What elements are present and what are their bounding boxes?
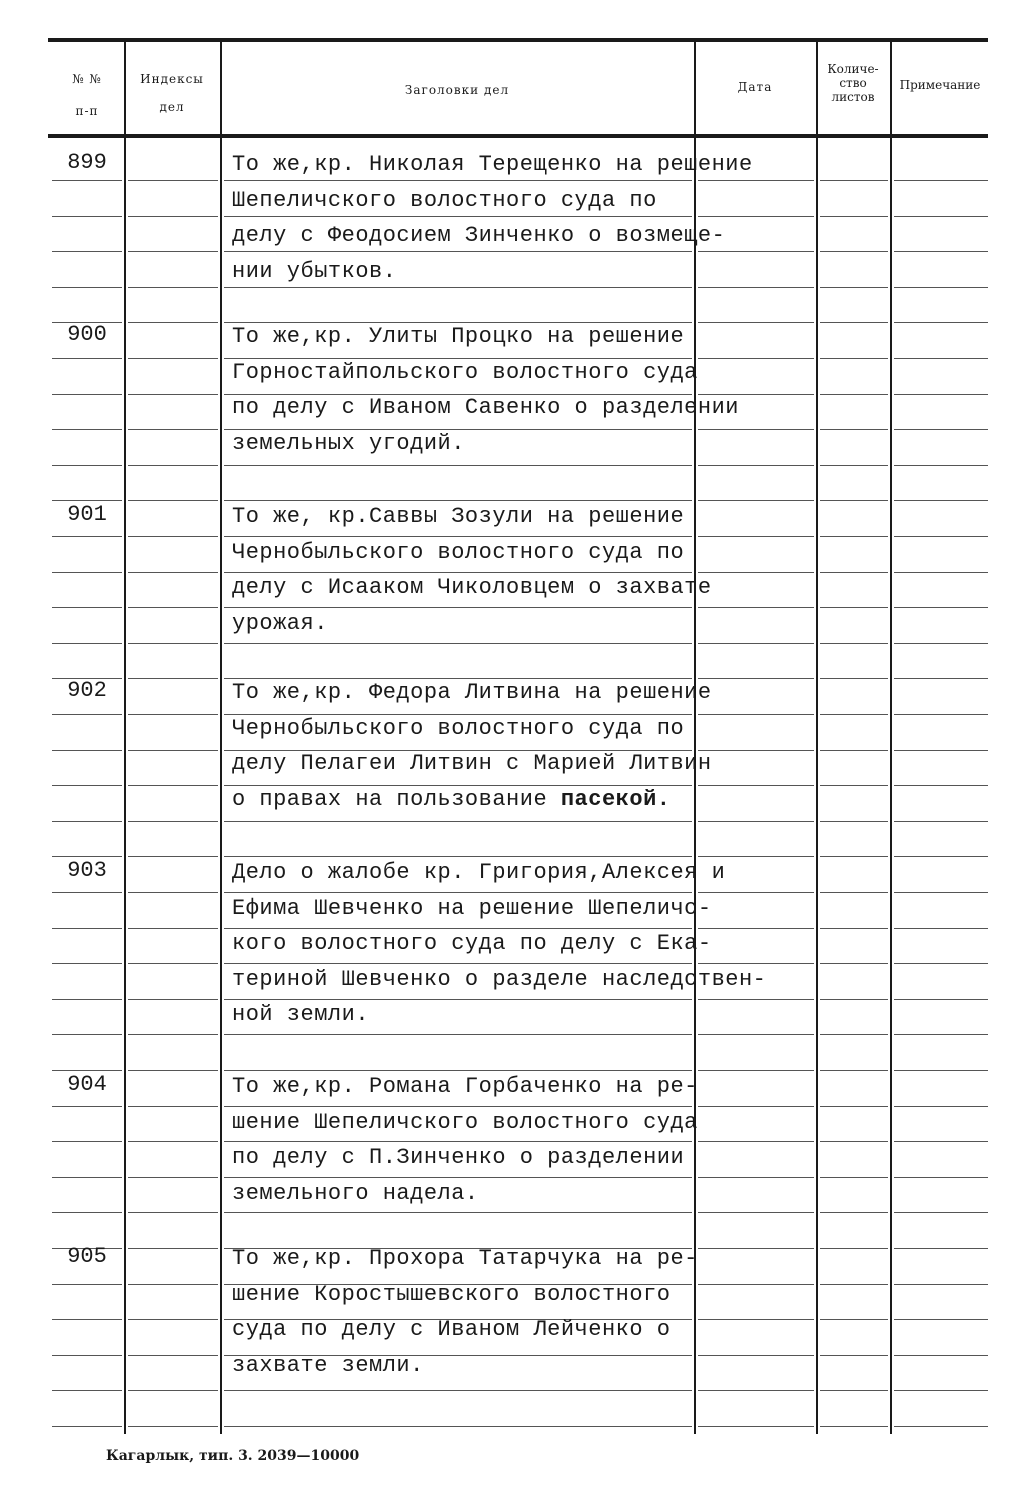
rule-line — [128, 287, 218, 288]
rule-line — [894, 856, 988, 857]
rule-line — [698, 287, 814, 288]
rule-line — [894, 714, 988, 715]
rule-line — [698, 999, 814, 1000]
rule-line — [894, 394, 988, 395]
entry-title-text: шение Шепеличского волостного суда — [232, 1109, 698, 1135]
rule-line — [894, 1034, 988, 1035]
rule-line — [52, 429, 122, 430]
rule-line — [894, 607, 988, 608]
rule-line — [894, 358, 988, 359]
entry-title-line — [232, 927, 712, 961]
entry-number: 903 — [67, 858, 107, 883]
entry-title-text: Горностайпольского волостного суда — [232, 359, 698, 385]
header-sheets-line2: ство — [839, 76, 867, 90]
rule-line — [820, 785, 888, 786]
rule-line — [820, 1034, 888, 1035]
entry-title-line — [232, 856, 725, 890]
rule-line — [52, 180, 122, 181]
entry-number: 899 — [67, 150, 107, 175]
entry-title-text: кого волостного суда по делу с Ека- — [232, 931, 712, 957]
header-sheets-line1: Количе- — [827, 62, 879, 76]
entry-title-line — [232, 500, 684, 534]
rule-line — [52, 750, 122, 751]
entry-title-text: То же,кр. Николая Терещенко на решение — [232, 152, 753, 177]
entry-title-line — [232, 1177, 479, 1211]
entry-title-text: по делу с Иваном Савенко о разделении — [232, 395, 739, 421]
rule-line — [52, 928, 122, 929]
rule-line — [128, 1284, 218, 1285]
rule-line — [820, 821, 888, 822]
rule-line — [894, 785, 988, 786]
header-sheets — [818, 62, 888, 104]
rule-line — [128, 856, 218, 857]
rule-line — [128, 572, 218, 573]
rule-line — [52, 1141, 122, 1142]
header-title: Заголовки дел — [404, 83, 510, 97]
entry-title-line — [232, 747, 712, 781]
rule-line — [894, 1355, 988, 1356]
entry-title-text: делу с Исааком Чиколовцем о захвате — [232, 575, 712, 601]
entry-title-text: териной Шевченко о разделе наследствен- — [232, 966, 767, 992]
rule-line — [894, 999, 988, 1000]
rule-line — [128, 999, 218, 1000]
rule-line — [820, 572, 888, 573]
entry-title-line — [232, 998, 369, 1032]
rule-line — [52, 1319, 122, 1320]
rule-line — [820, 358, 888, 359]
header-index — [126, 72, 218, 114]
rule-line — [128, 714, 218, 715]
rule-line — [698, 1106, 814, 1107]
rule-line — [52, 892, 122, 893]
rule-line — [820, 1319, 888, 1320]
rule-line — [698, 429, 814, 430]
rule-line — [128, 963, 218, 964]
rule-line — [128, 1070, 218, 1071]
rule-line — [52, 287, 122, 288]
rule-line — [128, 251, 218, 252]
rule-line — [698, 643, 814, 644]
rule-line — [52, 465, 122, 466]
rule-line — [128, 394, 218, 395]
rule-line — [224, 1426, 692, 1427]
entry-title-text: шение Коростышевского волостного — [232, 1281, 671, 1307]
rule-line — [128, 928, 218, 929]
entry-title-line — [232, 571, 712, 605]
rule-line — [894, 251, 988, 252]
rule-line — [128, 322, 218, 323]
rule-line — [820, 322, 888, 323]
rule-line — [894, 1390, 988, 1391]
rule-line — [52, 1390, 122, 1391]
rule-line — [698, 1319, 814, 1320]
entry-title-text: То же,кр. Прохора Татарчука на ре- — [232, 1246, 698, 1271]
entry-title-text: суда по делу с Иваном Лейченко о — [232, 1317, 671, 1343]
rule-line — [698, 358, 814, 359]
header-number-line1: № № — [72, 72, 102, 86]
rule-line — [894, 1070, 988, 1071]
rule-line — [128, 821, 218, 822]
rule-line — [820, 251, 888, 252]
rule-line — [820, 1426, 888, 1427]
rule-line — [820, 394, 888, 395]
rule-line — [128, 1355, 218, 1356]
rule-line — [698, 1284, 814, 1285]
rule-line — [820, 536, 888, 537]
rule-line — [128, 678, 218, 679]
rule-line — [128, 358, 218, 359]
entry-title-line — [232, 1070, 698, 1104]
rule-line — [128, 607, 218, 608]
rule-line — [894, 536, 988, 537]
rule-line — [698, 1426, 814, 1427]
entry-title-text: Шепеличского волостного суда по — [232, 187, 657, 213]
rule-line — [52, 1070, 122, 1071]
rule-line — [820, 643, 888, 644]
rule-line — [698, 785, 814, 786]
rule-line — [894, 1426, 988, 1427]
entry-title-line — [232, 1106, 698, 1140]
rule-line — [698, 1177, 814, 1178]
entry-title-line — [232, 892, 712, 926]
entry-title-text: То же,кр. Романа Горбаченко на ре- — [232, 1074, 698, 1099]
entry-number: 904 — [67, 1072, 107, 1097]
rule-line — [52, 1212, 122, 1213]
header-top-rule — [48, 38, 988, 42]
header-date: Дата — [737, 80, 773, 94]
entry-title-text: ной земли. — [232, 1002, 370, 1028]
rule-line — [894, 572, 988, 573]
rule-line — [128, 643, 218, 644]
rule-line — [128, 750, 218, 751]
entry-title-line — [232, 1141, 684, 1175]
rule-line — [820, 928, 888, 929]
header-index-line1: Индексы — [140, 72, 204, 86]
rule-line — [128, 1177, 218, 1178]
header-sheets-line3: листов — [831, 90, 875, 104]
rule-line — [128, 1141, 218, 1142]
rule-line — [698, 1248, 814, 1249]
rule-line — [698, 1390, 814, 1391]
entry-title-text: урожая. — [232, 610, 328, 636]
entry-title-line — [232, 783, 670, 817]
rule-line — [894, 1177, 988, 1178]
rule-line — [52, 821, 122, 822]
rule-line — [128, 1426, 218, 1427]
rule-line — [820, 1355, 888, 1356]
rule-line — [128, 429, 218, 430]
rule-line — [52, 572, 122, 573]
rule-line — [820, 1070, 888, 1071]
col-divider-note — [890, 42, 892, 1434]
rule-line — [128, 1106, 218, 1107]
rule-line — [698, 500, 814, 501]
rule-line — [894, 1106, 988, 1107]
col-divider-title — [220, 42, 222, 1434]
rule-line — [52, 1034, 122, 1035]
rule-line — [698, 928, 814, 929]
rule-line — [698, 572, 814, 573]
rule-line — [52, 1177, 122, 1178]
entry-title-text: делу с Феодосием Зинченко о возмеще- — [232, 223, 726, 249]
rule-line — [52, 1284, 122, 1285]
rule-line — [820, 1248, 888, 1249]
rule-line — [128, 785, 218, 786]
entry-title-line — [232, 607, 328, 641]
rule-line — [894, 1248, 988, 1249]
entry-title-line — [232, 1278, 670, 1312]
rule-line — [894, 180, 988, 181]
rule-line — [52, 251, 122, 252]
entry-title-text: Чернобыльского волостного суда по — [232, 539, 685, 565]
rule-line — [224, 821, 692, 822]
rule-line — [698, 1070, 814, 1071]
rule-line — [128, 180, 218, 181]
rule-line — [820, 465, 888, 466]
rule-line — [52, 1426, 122, 1427]
rule-line — [820, 714, 888, 715]
rule-line — [52, 536, 122, 537]
header-index-line2: дел — [159, 100, 185, 114]
rule-line — [128, 1034, 218, 1035]
rule-line — [52, 500, 122, 501]
entry-title-line — [232, 427, 465, 461]
entry-title-line — [232, 536, 684, 570]
entry-title-line — [232, 391, 739, 425]
entry-title-bold: пасекой. — [547, 786, 671, 812]
header-number — [52, 72, 122, 118]
entry-title-line — [232, 320, 684, 354]
rule-line — [698, 607, 814, 608]
rule-line — [128, 1319, 218, 1320]
entry-title-line — [232, 676, 712, 710]
rule-line — [52, 216, 122, 217]
col-divider-index — [124, 42, 126, 1434]
rule-line — [820, 1284, 888, 1285]
entry-title-line — [232, 255, 396, 289]
entry-number: 901 — [67, 502, 107, 527]
rule-line — [820, 607, 888, 608]
header-bottom-rule — [48, 134, 988, 138]
rule-line — [128, 892, 218, 893]
rule-line — [820, 750, 888, 751]
col-divider-sheets — [816, 42, 818, 1434]
rule-line — [894, 1212, 988, 1213]
header-number-line2: п-п — [75, 104, 99, 118]
rule-line — [128, 216, 218, 217]
entry-title-text: То же,кр. Федора Литвина на решение — [232, 680, 712, 705]
rule-line — [52, 999, 122, 1000]
rule-line — [52, 856, 122, 857]
entry-title-text: по делу с П.Зинченко о разделении — [232, 1145, 685, 1171]
rule-line — [698, 1212, 814, 1213]
entry-title-text: Ефима Шевченко на решение Шепеличс- — [232, 895, 712, 921]
rule-line — [820, 216, 888, 217]
entry-title-line — [232, 148, 753, 182]
entry-title-line — [232, 219, 725, 253]
rule-line — [698, 1034, 814, 1035]
entry-title-text: То же, кр.Саввы Зозули на решение — [232, 504, 685, 529]
rule-line — [224, 465, 692, 466]
rule-line — [698, 1355, 814, 1356]
rule-line — [820, 1212, 888, 1213]
rule-line — [894, 963, 988, 964]
rule-line — [820, 1390, 888, 1391]
rule-line — [698, 821, 814, 822]
entry-title-line — [232, 1242, 698, 1276]
rule-line — [894, 750, 988, 751]
rule-line — [894, 892, 988, 893]
entry-number: 902 — [67, 678, 107, 703]
entry-title-text: делу Пелагеи Литвин с Марией Литвин — [232, 751, 712, 777]
rule-line — [52, 607, 122, 608]
rule-line — [820, 856, 888, 857]
rule-line — [224, 1390, 692, 1391]
entry-title-text: захвате земли. — [232, 1352, 424, 1378]
header-note: Примечание — [899, 78, 981, 92]
rule-line — [52, 358, 122, 359]
rule-line — [894, 465, 988, 466]
rule-line — [820, 963, 888, 964]
rule-line — [894, 678, 988, 679]
entry-title-line — [232, 1349, 424, 1383]
entry-title-text: нии убытков. — [232, 258, 397, 284]
rule-line — [820, 500, 888, 501]
rule-line — [52, 1106, 122, 1107]
rule-line — [894, 429, 988, 430]
entry-title-line — [232, 184, 657, 218]
rule-line — [224, 1034, 692, 1035]
entry-title-line — [232, 712, 684, 746]
rule-line — [698, 322, 814, 323]
rule-line — [820, 1177, 888, 1178]
rule-line — [894, 821, 988, 822]
rule-line — [698, 216, 814, 217]
rule-line — [52, 1355, 122, 1356]
rule-line — [698, 892, 814, 893]
rule-line — [894, 643, 988, 644]
rule-line — [224, 643, 692, 644]
rule-line — [894, 928, 988, 929]
rule-line — [128, 1390, 218, 1391]
rule-line — [820, 678, 888, 679]
entry-title-line — [232, 1313, 670, 1347]
rule-line — [128, 1248, 218, 1249]
entry-title-line — [232, 963, 766, 997]
rule-line — [894, 1141, 988, 1142]
rule-line — [820, 429, 888, 430]
entry-number: 900 — [67, 322, 107, 347]
entry-title-line — [232, 356, 698, 390]
rule-line — [820, 287, 888, 288]
entry-title-text: То же,кр. Улиты Процко на решение — [232, 324, 685, 349]
entry-number: 905 — [67, 1244, 107, 1269]
rule-line — [52, 785, 122, 786]
entry-title-text: Дело о жалобе кр. Григория,Алексея и — [232, 860, 726, 885]
rule-line — [224, 1212, 692, 1213]
rule-line — [894, 216, 988, 217]
entry-title-text: земельных угодий. — [232, 430, 465, 456]
rule-line — [128, 1212, 218, 1213]
rule-line — [820, 1141, 888, 1142]
entry-title-text: о правах на пользование — [232, 786, 548, 812]
rule-line — [820, 180, 888, 181]
rule-line — [128, 500, 218, 501]
rule-line — [698, 465, 814, 466]
entry-title-text: Чернобыльского волостного суда по — [232, 715, 685, 741]
rule-line — [698, 1141, 814, 1142]
rule-line — [894, 1319, 988, 1320]
rule-line — [698, 714, 814, 715]
rule-line — [820, 1106, 888, 1107]
printer-imprint: Кагарлык, тип. 3. 2039—10000 — [106, 1448, 360, 1464]
rule-line — [894, 1284, 988, 1285]
rule-line — [52, 963, 122, 964]
rule-line — [52, 714, 122, 715]
rule-line — [820, 892, 888, 893]
rule-line — [52, 394, 122, 395]
rule-line — [698, 750, 814, 751]
rule-line — [820, 999, 888, 1000]
rule-line — [698, 678, 814, 679]
rule-line — [698, 536, 814, 537]
rule-line — [128, 465, 218, 466]
rule-line — [128, 536, 218, 537]
rule-line — [894, 322, 988, 323]
entry-title-text: земельного надела. — [232, 1180, 479, 1206]
rule-line — [52, 643, 122, 644]
rule-line — [894, 500, 988, 501]
rule-line — [894, 287, 988, 288]
